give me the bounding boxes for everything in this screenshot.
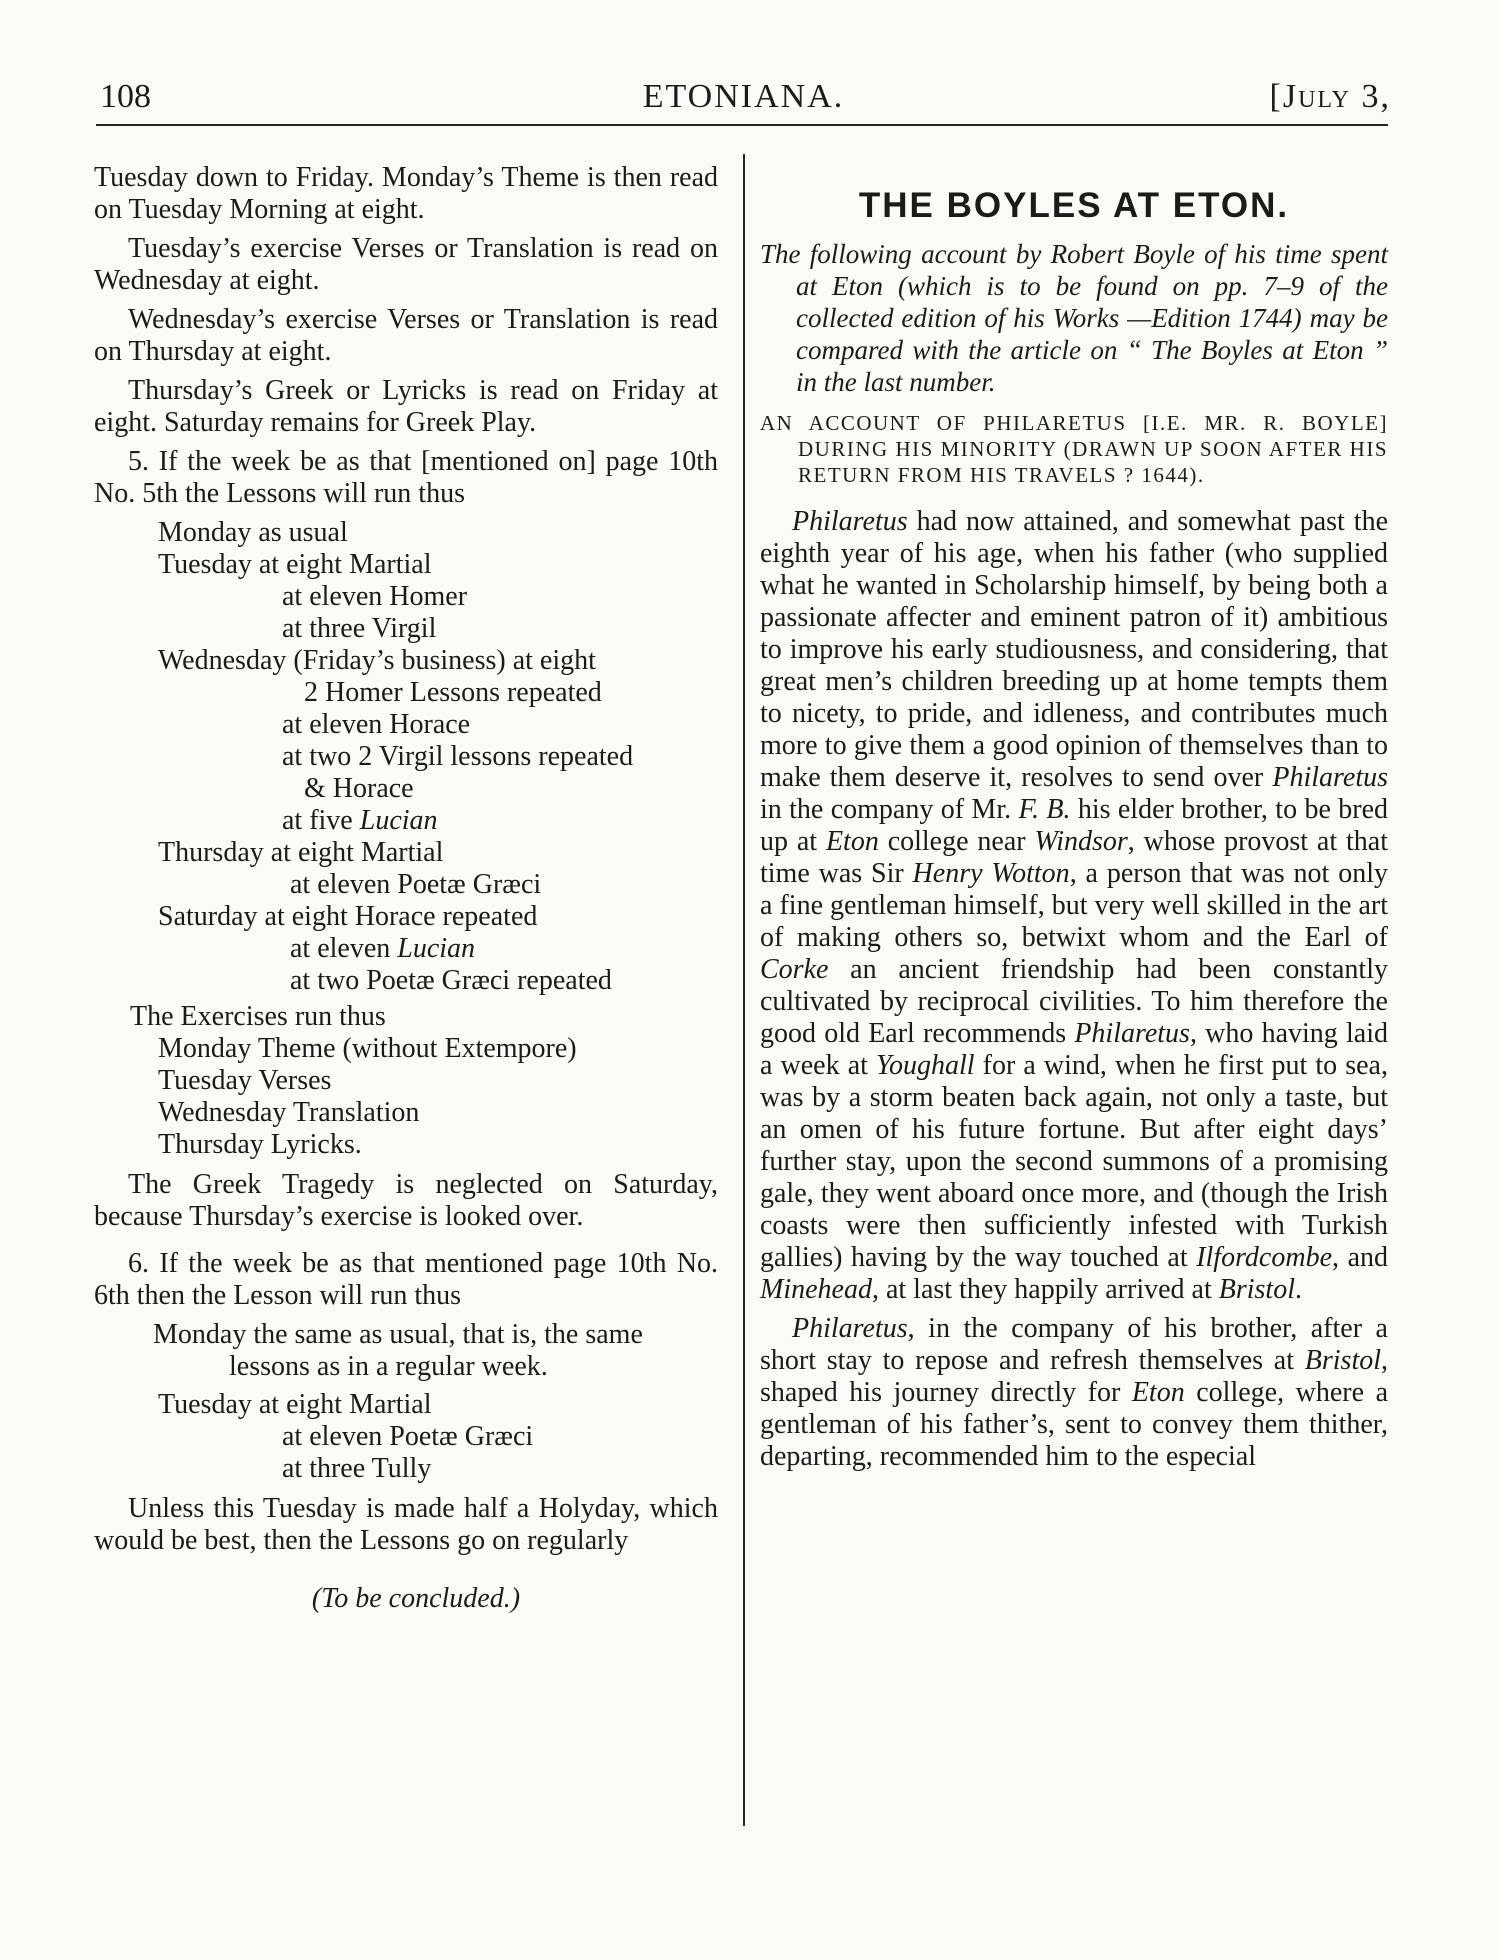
schedule-line: at eleven Poetæ Græci xyxy=(282,1421,534,1452)
article-title: THE BOYLES AT ETON. xyxy=(858,186,1290,225)
body-paragraph xyxy=(760,506,1388,1306)
italic-name: Youghall xyxy=(876,1050,975,1081)
body-text: had now attained, and somewhat past the eighth year of his age, when his father (who supplied what he wanted in Scholarship himself, by being both a passionate affecter and eminent patron of it) ambitious to improve his early studiousness, and considering, that great men’s children breeding up at home tempts them to nicety, to pride, and idleness, and contributes much more to give them a good opinion of themselves than to make them deserve it, resolves to send over xyxy=(760,506,1388,793)
issue-date: [July 3, xyxy=(1269,78,1391,115)
paragraph: Thursday’s Greek or Lyricks is read on Friday at eight. Saturday remains for Greek Play. xyxy=(94,375,718,438)
body-text: , whose provost at that time was Sir xyxy=(760,826,1388,889)
right-column xyxy=(760,162,1388,1480)
italic-name: Eton xyxy=(1131,1377,1185,1408)
header-rule xyxy=(96,124,1388,126)
exercises-intro: The Exercises run thus xyxy=(130,1001,386,1032)
paragraph: Wednesday’s exercise Verses or Translation is read on Thursday at eight. xyxy=(94,304,718,367)
page-number: 108 xyxy=(100,78,151,115)
numbered-paragraph: 5. If the week be as that [mentioned on] page 10th No. 5th the Lessons will run thus xyxy=(94,446,718,509)
running-title: ETONIANA. xyxy=(642,78,845,115)
italic-name: F. B. xyxy=(1018,794,1071,825)
left-column xyxy=(94,162,718,1643)
italic-name: Eton xyxy=(825,826,879,857)
body-text: . xyxy=(1294,1274,1302,1305)
schedule-line: Monday the same as usual, that is, the same lessons as in a regular week. xyxy=(153,1319,643,1382)
lesson-schedule-6 xyxy=(94,1389,718,1485)
body-text: , in the company of his brother, after a short stay to repose and refresh themselves at xyxy=(760,1313,1388,1376)
italic-name: Bristol xyxy=(1304,1345,1381,1376)
schedule-line: at two Poetæ Græci repeated xyxy=(290,965,612,996)
schedule-line: at eleven Poetæ Græci xyxy=(290,869,542,900)
body-text: college, where a gentleman of his father’s, sent to convey them thither, departing, recommended him to the especial xyxy=(760,1377,1389,1472)
body-text: an ancient friendship had been constantly cultivated by reciprocal civilities. To him therefore the good old Earl recommends xyxy=(760,954,1388,1049)
schedule-line: Thursday at eight Martial xyxy=(158,837,444,868)
schedule-line: Wednesday (Friday’s business) at eight xyxy=(158,645,596,676)
schedule-time: at five xyxy=(282,805,353,836)
italic-name: Minehead xyxy=(760,1274,872,1305)
italic-name: Philaretus xyxy=(792,1313,908,1344)
schedule-line: Monday as usual xyxy=(158,517,348,548)
schedule-line: Saturday at eight Horace repeated xyxy=(158,901,538,932)
italic-name: Henry Wotton xyxy=(912,858,1070,889)
body-text: , who having laid a week at xyxy=(760,1018,1388,1081)
italic-name: Ilfordcombe xyxy=(1196,1242,1333,1273)
body-text: his elder brother, to be bred up at xyxy=(760,794,1389,857)
schedule-line xyxy=(94,805,718,837)
to-be-concluded: (To be concluded.) xyxy=(311,1583,521,1614)
paragraph: Unless this Tuesday is made half a Holyday, which would be best, then the Lessons go on regularly xyxy=(94,1493,718,1556)
schedule-time: at eleven xyxy=(290,933,391,964)
italic-name: Philaretus xyxy=(1074,1018,1190,1049)
author-name: Lucian xyxy=(359,805,438,836)
schedule-line: at eleven Homer xyxy=(282,581,468,612)
body-text: , shaped his journey directly for xyxy=(760,1345,1388,1408)
article-subhead: AN ACCOUNT OF PHILARETUS [I.E. MR. R. BOYLE] DURING HIS MINORITY (DRAWN UP SOON AFTER HIS RETURN FROM HIS TRAVELS ? 1644). xyxy=(760,411,1388,487)
schedule-line: at eleven Horace xyxy=(282,709,471,740)
article-body xyxy=(760,506,1388,1473)
schedule-line: at three Virgil xyxy=(282,613,437,644)
body-text: , at last they happily arrived at xyxy=(871,1274,1219,1305)
paragraph: Tuesday down to Friday. Monday’s Theme is then read on Tuesday Morning at eight. xyxy=(94,162,718,225)
exercise-line: Monday Theme (without Extempore) xyxy=(158,1033,577,1064)
numbered-paragraph: 6. If the week be as that mentioned page 10th No. 6th then the Lesson will run thus xyxy=(94,1248,718,1311)
schedule-line: Tuesday at eight Martial xyxy=(158,549,432,580)
schedule-line: Tuesday at eight Martial xyxy=(158,1389,432,1420)
italic-name: Windsor xyxy=(1034,826,1128,857)
schedule-line: & Horace xyxy=(304,773,414,804)
column-divider xyxy=(743,154,745,1826)
author-name: Lucian xyxy=(397,933,476,964)
paragraph: Tuesday’s exercise Verses or Translation is read on Wednesday at eight. xyxy=(94,233,718,296)
exercise-line: Wednesday Translation xyxy=(158,1097,420,1128)
paragraph: The Greek Tragedy is neglected on Saturday, because Thursday’s exercise is looked over. xyxy=(94,1169,718,1232)
exercise-line: Tuesday Verses xyxy=(158,1065,332,1096)
running-head xyxy=(96,78,1391,128)
schedule-line: 2 Homer Lessons repeated xyxy=(304,677,602,708)
exercise-line: Thursday Lyricks. xyxy=(158,1129,362,1160)
schedule-line xyxy=(94,933,718,965)
body-text: in the company of Mr. xyxy=(760,794,1019,825)
italic-name: Bristol xyxy=(1218,1274,1295,1305)
body-text: for a wind, when he first put to sea, was by a storm beaten back again, not only a taste, but an omen of his future fortune. But after eight days’ further stay, upon the second summons of a promising gale, they went aboard once more, and (though the Irish coasts were then sufficiently infested with Turkish gallies) having by the way touched at xyxy=(760,1050,1388,1273)
body-text: college near xyxy=(878,826,1035,857)
body-text: , and xyxy=(1332,1242,1388,1273)
italic-name: Philaretus xyxy=(792,506,908,537)
lesson-schedule-5 xyxy=(94,517,718,997)
article-intro: The following account by Robert Boyle of his time spent at Eton (which is to be found on pp. 7–9 of the collected edition of his Works —Edition 1744) may be compared with the article on “ The Boyles at Eton ” in the last number. xyxy=(760,239,1388,397)
italic-name: Corke xyxy=(760,954,829,985)
schedule-line: at three Tully xyxy=(282,1453,432,1484)
exercise-list xyxy=(94,1033,718,1161)
body-paragraph xyxy=(760,1313,1388,1473)
italic-name: Philaretus xyxy=(1272,762,1388,793)
schedule-line: at two 2 Virgil lessons repeated xyxy=(282,741,634,772)
body-text: , a person that was not only a fine gentleman himself, but very well skilled in the art of making others so, betwixt whom and the Earl of xyxy=(760,858,1388,953)
